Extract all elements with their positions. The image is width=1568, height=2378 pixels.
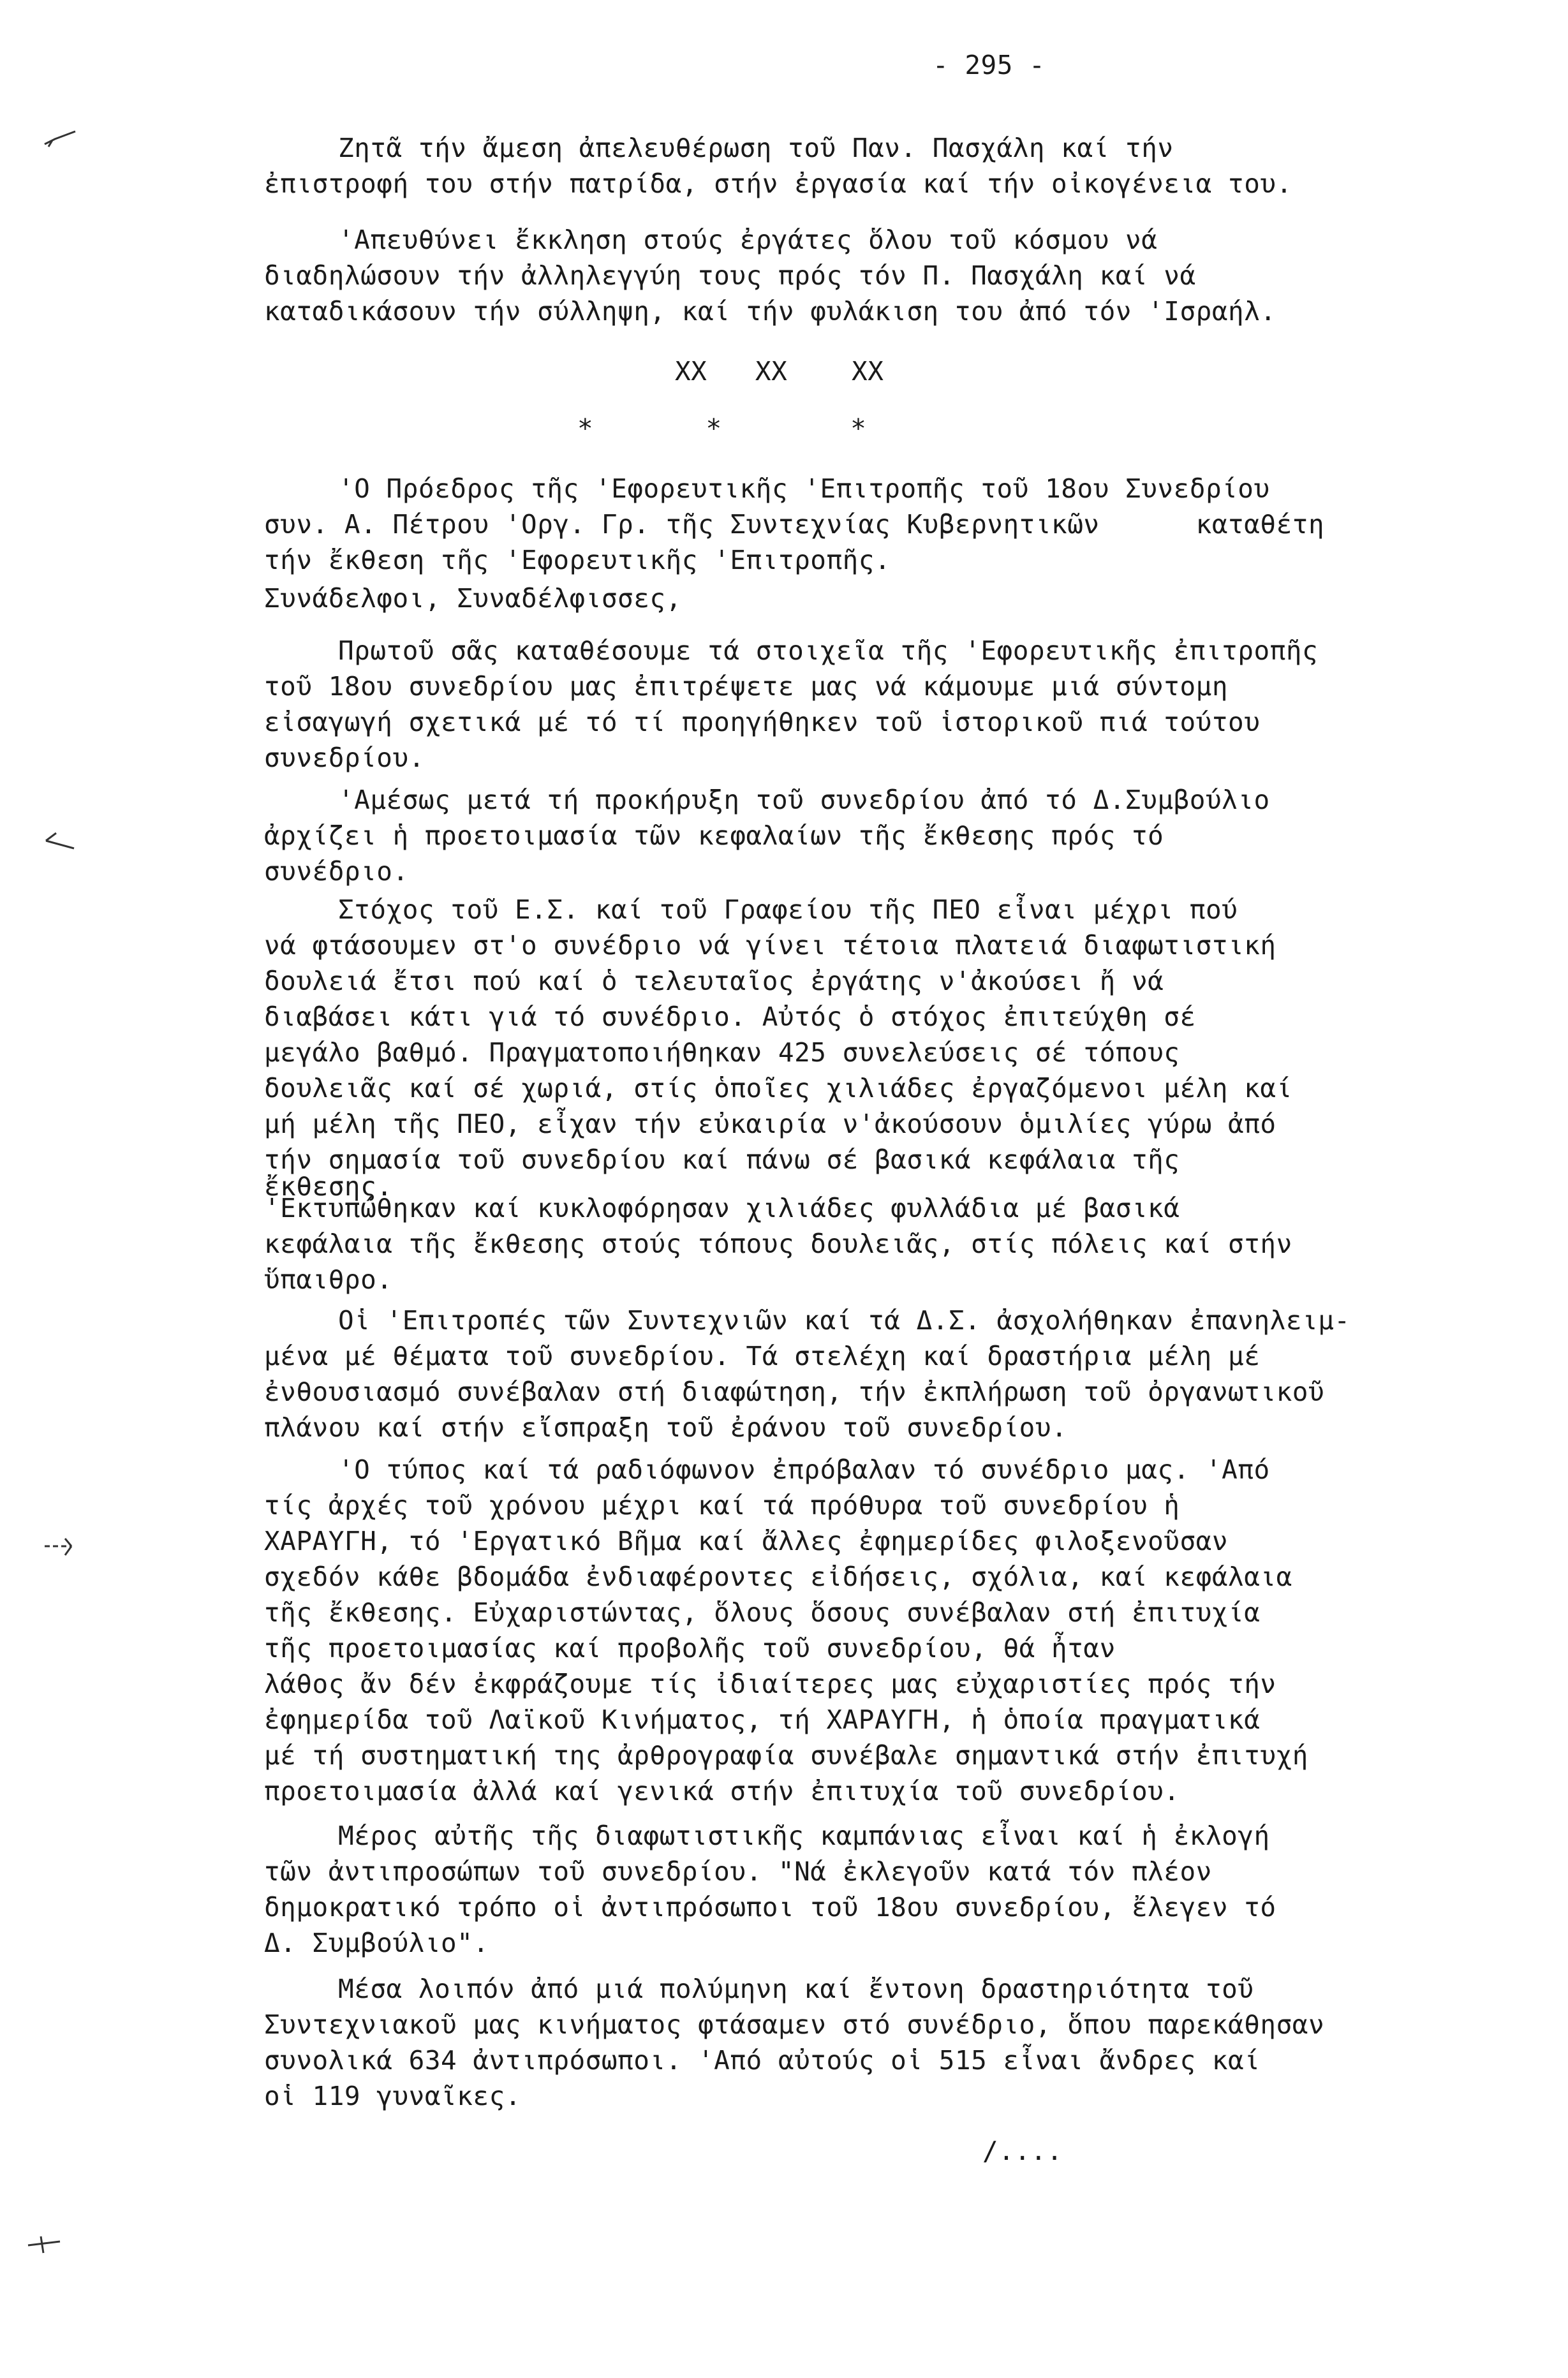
separator-xx: XX XX XX [675,356,884,387]
paragraph-line: διαβάσει κάτι γιά τό συνέδριο. Αὐτός ὁ στόχος ἐπιτεύχθη σέ [264,1001,1196,1032]
paragraph-line: συν. Α. Πέτρου 'Οργ. Γρ. τῆς Συντεχνίας Κυβερνητικῶν καταθέτη [264,509,1325,540]
paragraph-line: Συντεχνιακοῦ μας κινήματος φτάσαμεν στό συνέδριο, ὅπου παρεκάθησαν [264,2009,1325,2040]
paragraph-line: μή μέλη τῆς ΠΕΟ, εἶχαν τήν εὐκαιρία ν'ἀκούσουν ὁμιλίες γύρω ἀπό [264,1109,1276,1139]
paragraph-line: Δ. Συμβούλιο". [264,1928,489,1958]
paragraph-line: ἐπιστροφή του στήν πατρίδα, στήν ἐργασία καί τήν οἰκογένεια του. [264,168,1292,199]
paragraph-line: 'Αμέσως μετά τή προκήρυξη τοῦ συνεδρίου ἀπό τό Δ.Συμβούλιο [338,785,1270,815]
paragraph-line: τῆς προετοιμασίας καί προβολῆς τοῦ συνεδρίου, θά ἦταν [264,1633,1116,1664]
margin-tick-mark [42,125,80,151]
paragraph-line: καταδικάσουν τήν σύλληψη, καί τήν φυλάκιση του ἀπό τόν 'Ισραήλ. [264,296,1276,327]
paragraph-line: δουλειᾶς καί σέ χωριά, στίς ὁποῖες χιλιάδες ἐργαζόμενοι μέλη καί [264,1073,1292,1104]
paragraph-line: σχεδόν κάθε βδομάδα ἐνδιαφέροντες εἰδήσεις, σχόλια, καί κεφάλαια [264,1562,1292,1592]
paragraph-line: Μέρος αὐτῆς τῆς διαφωτιστικῆς καμπάνιας εἶναι καί ἡ ἐκλογή [338,1820,1270,1851]
paragraph-line: ἐφημερίδα τοῦ Λαϊκοῦ Κινήματος, τή ΧΑΡΑΥΓΗ, ἡ ὁποία πραγματικά [264,1704,1261,1735]
paragraph-line: οἱ 119 γυναῖκες. [264,2081,521,2111]
paragraph-line: 'Ο τύπος καί τά ραδιόφωνον ἐπρόβαλαν τό συνέδριο μας. 'Από [338,1454,1270,1485]
margin-arrow-mark [26,2231,64,2257]
paragraph-line: ὕπαιθρο. [264,1264,393,1295]
paragraph-line: 'Ο Πρόεδρος τῆς 'Εφορευτικῆς 'Επιτροπῆς τοῦ 18ου Συνεδρίου [338,473,1270,504]
paragraph-line: συνολικά 634 ἀντιπρόσωποι. 'Από αὐτούς οἱ 515 εἶναι ἄνδρες καί [264,2045,1261,2076]
paragraph-line: Οἱ 'Επιτροπές τῶν Συντεχνιῶν καί τά Δ.Σ. ἀσχολήθηκαν ἐπανηλειμ- [338,1305,1350,1336]
paragraph-line: τῶν ἀντιπροσώπων τοῦ συνεδρίου. "Νά ἐκλεγοῦν κατά τόν πλέον [264,1856,1212,1887]
paragraph-line: μένα μέ θέματα τοῦ συνεδρίου. Τά στελέχη καί δραστήρια μέλη μέ [264,1341,1261,1371]
paragraph-line: τήν σημασία τοῦ συνεδρίου καί πάνω σέ βασικά κεφάλαια τῆς [264,1144,1180,1175]
paragraph-line: Στόχος τοῦ Ε.Σ. καί τοῦ Γραφείου τῆς ΠΕΟ εἶναι μέχρι πού [338,894,1238,925]
paragraph-line: 'Εκτυπώθηκαν καί κυκλοφόρησαν χιλιάδες φυλλάδια μέ βασικά [264,1193,1180,1223]
paragraph-line: Μέσα λοιπόν ἀπό μιά πολύμηνη καί ἔντονη δραστηριότητα τοῦ [338,1974,1254,2004]
paragraph-line: λάθος ἄν δέν ἐκφράζουμε τίς ἰδιαίτερες μας εὐχαριστίες πρός τήν [264,1669,1276,1699]
paragraph-line: συνέδριο. [264,856,409,887]
paragraph-line: 'Απευθύνει ἔκκληση στούς ἐργάτες ὅλου τοῦ κόσμου νά [338,225,1158,255]
paragraph-line: ἔκθεσης. [264,1171,393,1202]
salutation: Συνάδελφοι, Συναδέλφισσες, [264,583,682,614]
paragraph-line: τοῦ 18ου συνεδρίου μας ἐπιτρέψετε μας νά κάμουμε μιά σύντομη [264,671,1229,702]
paragraph-line: μέ τή συστηματική της ἀρθρογραφία συνέβαλε σημαντικά στήν ἐπιτυχή [264,1740,1308,1771]
paragraph-line: τῆς ἔκθεσης. Εὐχαριστώντας, ὅλους ὅσους συνέβαλαν στή ἐπιτυχία [264,1597,1261,1628]
continuation-marker: /.... [982,2136,1063,2166]
paragraph-line: μεγάλο βαθμό. Πραγματοποιήθηκαν 425 συνελεύσεις σέ τόπους [264,1037,1180,1068]
margin-arrow-mark [42,828,80,853]
paragraph-line: ἀρχίζει ἡ προετοιμασία τῶν κεφαλαίων τῆς ἔκθεσης πρός τό [264,820,1164,851]
paragraph-line: τήν ἔκθεση τῆς 'Εφορευτικῆς 'Επιτροπῆς. [264,545,891,575]
paragraph-line: δημοκρατικό τρόπο οἱ ἀντιπρόσωποι τοῦ 18ου συνεδρίου, ἔλεγεν τό [264,1892,1276,1923]
paragraph-line: κεφάλαια τῆς ἔκθεσης στούς τόπους δουλειᾶς, στίς πόλεις καί στήν [264,1229,1292,1259]
paragraph-line: συνεδρίου. [264,742,425,773]
paragraph-line: τίς ἀρχές τοῦ χρόνου μέχρι καί τά πρόθυρα τοῦ συνεδρίου ἡ [264,1490,1180,1521]
paragraph-line: Πρωτοῦ σᾶς καταθέσουμε τά στοιχεῖα τῆς 'Εφορευτικῆς ἐπιτροπῆς [338,635,1319,666]
paragraph-line: Ζητᾶ τήν ἄμεση ἀπελευθέρωση τοῦ Παν. Πασχάλη καί τήν [338,133,1174,163]
paragraph-line: ἐνθουσιασμό συνέβαλαν στή διαφώτηση, τήν ἐκπλήρωση τοῦ ὀργανωτικοῦ [264,1377,1325,1407]
paragraph-line: δουλειά ἔτσι πού καί ὁ τελευταῖος ἐργάτης ν'ἀκούσει ἤ νά [264,966,1164,996]
separator-stars: * * * [577,413,867,444]
paragraph-line: ΧΑΡΑΥΓΗ, τό 'Εργατικό Βῆμα καί ἄλλες ἐφημερίδες φιλοξενοῦσαν [264,1526,1229,1556]
paragraph-line: πλάνου καί στήν εἴσπραξη τοῦ ἐράνου τοῦ συνεδρίου. [264,1412,1068,1443]
paragraph-line: διαδηλώσουν τήν ἀλληλεγγύη τους πρός τόν Π. Πασχάλη καί νά [264,260,1196,291]
paragraph-line: εἰσαγωγή σχετικά μέ τό τί προηγήθηκεν τοῦ ἱστορικοῦ πιά τούτου [264,707,1261,737]
page-number: - 295 - [933,50,1046,80]
paragraph-line: προετοιμασία ἀλλά καί γενικά στήν ἐπιτυχία τοῦ συνεδρίου. [264,1776,1180,1806]
paragraph-line: νά φτάσουμεν στ'ο συνέδριο νά γίνει τέτοια πλατειά διαφωτιστική [264,930,1276,961]
margin-arrow-mark [42,1533,80,1559]
